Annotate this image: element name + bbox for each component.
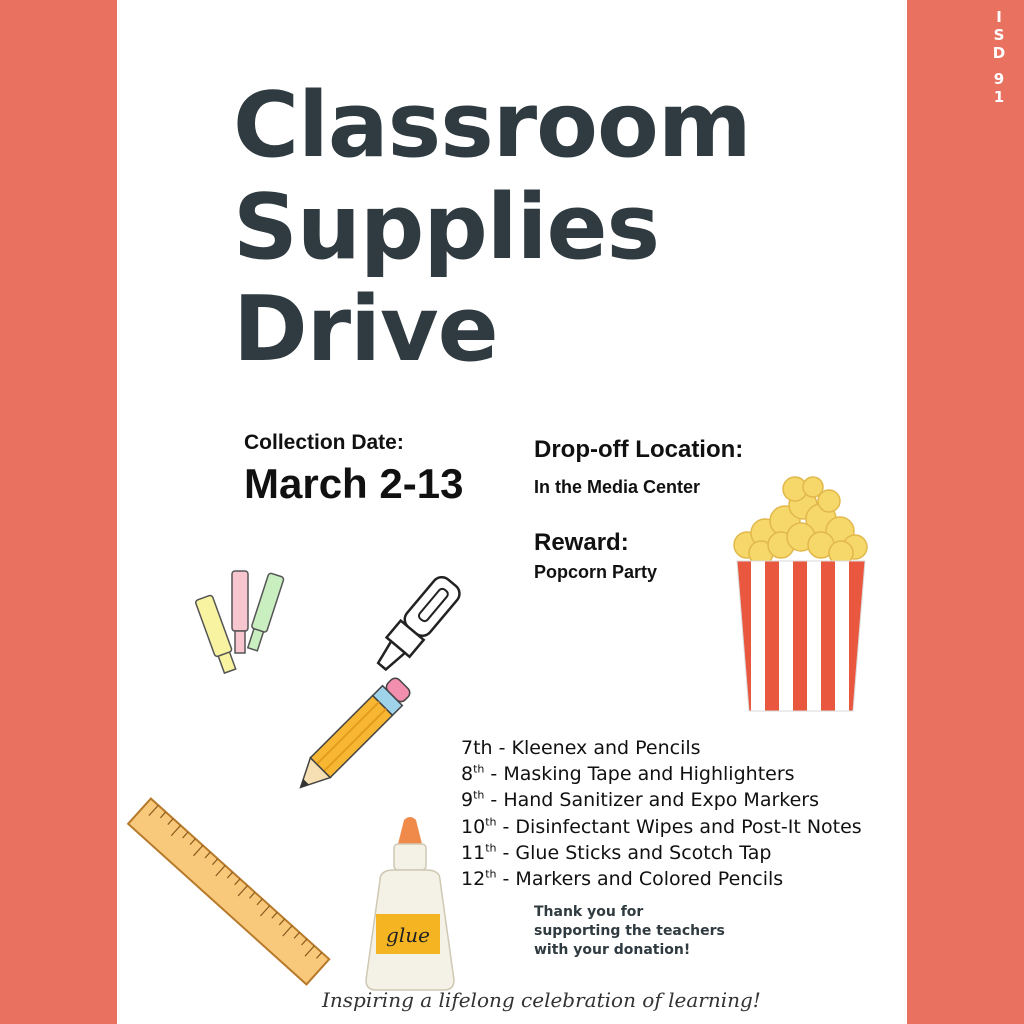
dropoff-value: In the Media Center xyxy=(534,477,701,497)
side-tag-number: 91 xyxy=(990,70,1008,106)
pencil-icon xyxy=(280,668,420,808)
title-line-2: Supplies xyxy=(233,175,660,280)
list-item: 7th - Kleenex and Pencils xyxy=(461,737,701,759)
glue-bottle-icon xyxy=(360,818,460,993)
grade-supply-list xyxy=(461,735,862,892)
ruler-icon xyxy=(130,795,330,985)
collection-date-label: Collection Date: xyxy=(244,431,404,454)
thanks-line-3: with your donation! xyxy=(534,942,691,958)
dropoff-label: Drop-off Location: xyxy=(534,436,744,463)
list-item: 11th - Glue Sticks and Scotch Tap xyxy=(461,841,772,864)
collection-date-value: March 2-13 xyxy=(244,460,464,507)
tagline: Inspiring a lifelong celebration of learning! xyxy=(322,988,761,1012)
side-tag xyxy=(985,8,1013,106)
list-item: 9th - Hand Sanitizer and Expo Markers xyxy=(461,789,819,812)
poster-title xyxy=(233,75,751,381)
reward-label: Reward: xyxy=(534,529,629,556)
glue-label: glue xyxy=(386,923,430,947)
highlighters-icon xyxy=(200,565,290,685)
title-line-1: Classroom xyxy=(233,73,751,178)
thanks-line-1: Thank you for xyxy=(534,904,644,920)
list-item: 12th - Markers and Colored Pencils xyxy=(461,867,784,891)
popcorn-icon xyxy=(725,475,875,715)
title-line-3: Drive xyxy=(233,277,498,382)
thanks-line-2: supporting the teachers xyxy=(534,923,725,939)
side-tag-isd: ISD xyxy=(990,8,1008,62)
reward-value: Popcorn Party xyxy=(534,562,658,582)
thank-you-note xyxy=(534,903,725,960)
list-item: 8th - Masking Tape and Highlighters xyxy=(461,762,795,786)
list-item: 10th - Disinfectant Wipes and Post-It Notes xyxy=(461,815,862,838)
